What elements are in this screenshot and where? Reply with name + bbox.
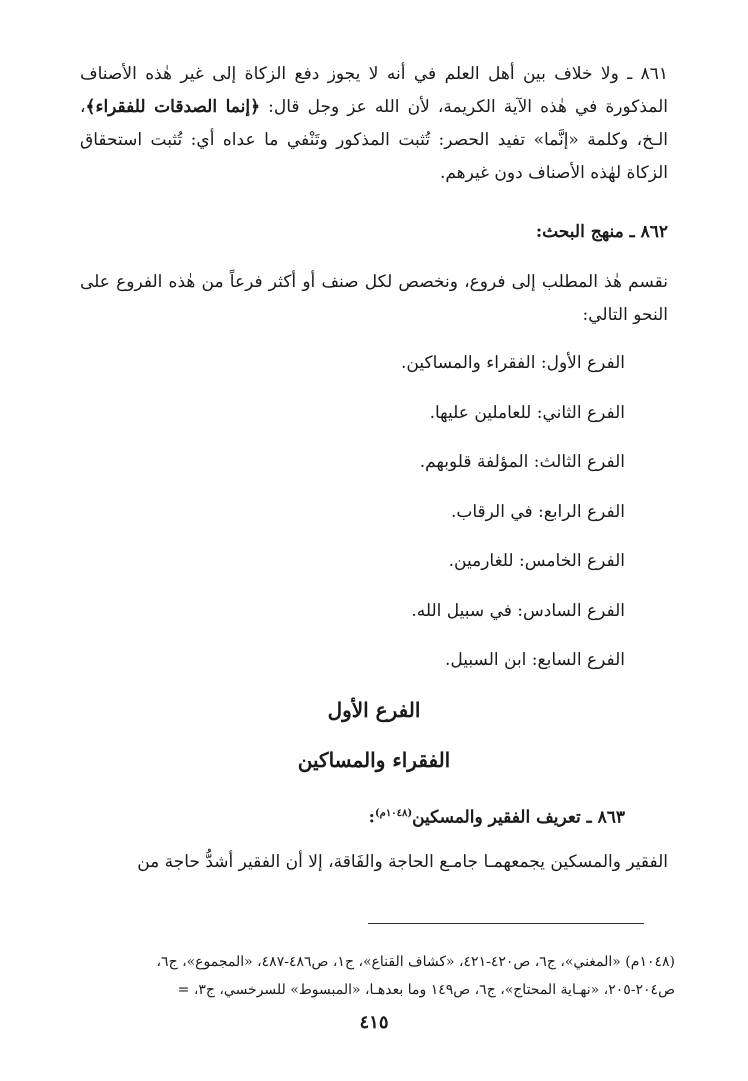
section-title: الفرع الأول <box>327 698 421 722</box>
paragraph-861-part1: ٨٦١ ـ ولا خلاف بين أهل العلم في أنه لا يجوز دفع الزكاة إلى غير هٰذه الأصناف المذكورة في هٰذه الآية الكريمة، لأن الله عز وجل قال: <box>80 64 669 117</box>
heading-863-colon: : <box>368 807 375 828</box>
paragraph-861 <box>80 58 668 190</box>
page-number: ٤١٥ <box>359 1012 389 1033</box>
branch-item: الفرع الثاني: للعاملين عليها. <box>429 402 625 423</box>
paragraph-861-part2: ، الـخ، وكلمة «إنَّما» تفيد الحصر: تُثبت المذكور وتَنْفي ما عداه أي: تُثبت استحقاق الزكاة لهٰذه الأصناف دون غيرهم. <box>80 97 668 183</box>
branch-item: الفرع السادس: في سبيل الله. <box>411 600 625 621</box>
branch-list <box>80 347 625 694</box>
quran-quote: ﴿إنما الصدقات للفقراء﴾ <box>85 97 261 117</box>
section-subtitle: الفقراء والمساكين <box>297 748 451 772</box>
heading-863-text: ٨٦٣ ـ تعريف الفقير والمسكين <box>412 807 625 828</box>
paragraph-intro: نقسم هٰذ المطلب إلى فروع، ونخصص لكل صنف أو أكثر فرعاً من هٰذه الفروع على النحو التالي: <box>80 272 668 325</box>
branch-item: الفرع الثالث: المؤلفة قلوبهم. <box>419 452 625 472</box>
footnote-divider <box>368 923 644 924</box>
footnote-ref: (١٠٤٨م) <box>374 808 413 819</box>
heading-862: ٨٦٢ ـ منهج البحث: <box>535 222 668 242</box>
branch-item: الفرع السابع: ابن السبيل. <box>445 650 625 670</box>
paragraph-863: الفقير والمسكين يجمعهمـا جامـع الحاجة والفَاقة، إلا أن الفقير أشدُّ حاجة من <box>137 852 668 872</box>
branch-item: الفرع الرابع: في الرقاب. <box>450 501 625 522</box>
heading-863 <box>80 797 625 835</box>
branch-item: الفرع الأول: الفقراء والمساكين. <box>401 353 625 373</box>
footnote-line-2: ص٢٠٤-٢٠٥، «نهـاية المحتاج»، ج٦، ص١٤٩ وما بعدهـا، «المبسوط» للسرخسي، ج٣، = <box>177 982 675 998</box>
footnote <box>70 948 675 1004</box>
footnote-line-1: (١٠٤٨م) «المغني»، ج٦، ص٤٢٠-٤٢١، «كشاف القناع»، ج١، ص٤٨٦-٤٨٧، «المجموع»، ج٦، <box>156 954 675 970</box>
branch-item: الفرع الخامس: للغارمين. <box>448 551 625 571</box>
